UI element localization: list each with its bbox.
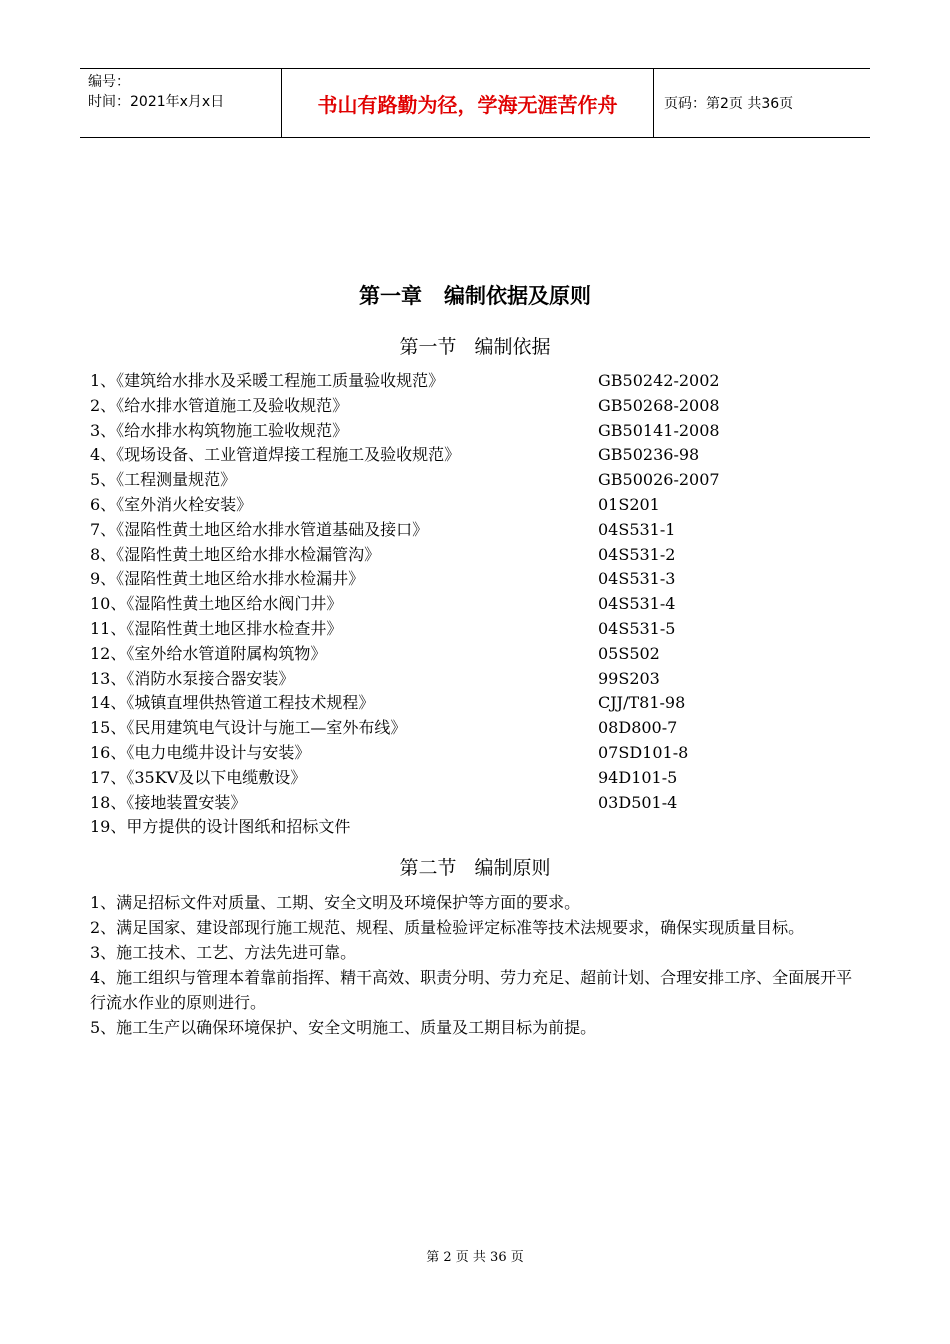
reference-code: 07SD101-8	[598, 742, 689, 762]
principle-item: 1、满足招标文件对质量、工期、安全文明及环境保护等方面的要求。	[90, 893, 581, 912]
reference-title: 10、《湿陷性黄土地区给水阀门井》	[90, 594, 343, 614]
reference-code: 04S531-2	[598, 544, 676, 564]
reference-title: 16、《电力电缆井设计与安装》	[90, 742, 311, 762]
reference-code: 04S531-3	[598, 569, 676, 589]
reference-code: 04S531-1	[598, 519, 676, 539]
reference-title: 11、《湿陷性黄土地区排水检查井》	[90, 618, 343, 638]
reference-code: GB50141-2008	[598, 420, 720, 440]
reference-title: 9、《湿陷性黄土地区给水排水检漏井》	[90, 569, 365, 589]
reference-item	[90, 443, 870, 468]
reference-code: 99S203	[598, 668, 660, 688]
reference-title: 14、《城镇直埋供热管道工程技术规程》	[90, 693, 375, 713]
reference-title: 12、《室外给水管道附属构筑物》	[90, 643, 327, 663]
reference-item	[90, 617, 870, 642]
reference-title: 8、《湿陷性黄土地区给水排水检漏管沟》	[90, 544, 381, 564]
page-header	[80, 68, 870, 138]
document-number-label: 编号：	[88, 74, 130, 90]
reference-code: 04S531-5	[598, 618, 676, 638]
reference-code: 04S531-4	[598, 594, 676, 614]
reference-title: 7、《湿陷性黄土地区给水排水管道基础及接口》	[90, 519, 429, 539]
reference-item	[90, 592, 870, 617]
reference-title: 6、《室外消火栓安装》	[90, 494, 253, 514]
reference-item	[90, 642, 870, 667]
reference-code: 01S201	[598, 494, 660, 514]
document-time-label: 时间：2021年x月x日	[88, 94, 225, 110]
reference-item	[90, 691, 870, 716]
principle-item: 2、满足国家、建设部现行施工规范、规程、质量检验评定标准等技术法规要求，确保实现质量目标。	[90, 918, 805, 937]
principle-item: 4、施工组织与管理本着靠前指挥、精干高效、职责分明、劳力充足、超前计划、合理安排工序、全面展开平行流水作业的原则进行。	[90, 968, 853, 1012]
reference-item	[90, 766, 870, 791]
reference-title: 2、《给水排水管道施工及验收规范》	[90, 395, 349, 415]
reference-code: 05S502	[598, 643, 660, 663]
reference-title: 17、《35KV及以下电缆敷设》	[90, 767, 307, 787]
section-title-principles: 第二节 编制原则	[399, 857, 551, 879]
header-motto: 书山有路勤为径，学海无涯苦作舟	[282, 69, 654, 137]
principle-item: 5、施工生产以确保环境保护、安全文明施工、质量及工期目标为前提。	[90, 1018, 597, 1037]
reference-item	[90, 419, 870, 444]
reference-title: 4、《现场设备、工业管道焊接工程施工及验收规范》	[90, 445, 461, 465]
reference-code: 94D101-5	[598, 767, 678, 787]
reference-title: 13、《消防水泵接合器安装》	[90, 668, 295, 688]
header-page-info: 页码：第2页 共36页	[664, 96, 794, 112]
reference-item	[90, 716, 870, 741]
reference-code: 03D501-4	[598, 792, 678, 812]
reference-item	[90, 543, 870, 568]
reference-title: 3、《给水排水构筑物施工验收规范》	[90, 420, 349, 440]
principle-item: 3、施工技术、工艺、方法先进可靠。	[90, 943, 357, 962]
reference-item	[90, 791, 870, 816]
reference-code: GB50268-2008	[598, 395, 720, 415]
reference-code: GB50026-2007	[598, 470, 720, 490]
reference-item	[90, 518, 870, 543]
reference-item	[90, 741, 870, 766]
reference-title: 5、《工程测量规范》	[90, 470, 237, 490]
principles-list	[90, 890, 865, 1040]
reference-item	[90, 468, 870, 493]
reference-code: GB50242-2002	[598, 371, 720, 390]
reference-title: 15、《民用建筑电气设计与施工—室外布线》	[90, 718, 407, 738]
page-footer: 第 2 页 共 36 页	[426, 1250, 524, 1265]
reference-item	[90, 815, 870, 840]
reference-list	[90, 369, 870, 840]
section-title-basis: 第一节 编制依据	[399, 336, 551, 358]
header-meta	[80, 69, 282, 137]
reference-item	[90, 567, 870, 592]
reference-item	[90, 667, 870, 692]
reference-item	[90, 394, 870, 419]
reference-code: GB50236-98	[598, 445, 700, 465]
reference-title: 19、甲方提供的设计图纸和招标文件	[90, 817, 351, 837]
reference-item	[90, 369, 870, 394]
chapter-title: 第一章 编制依据及原则	[359, 284, 591, 308]
reference-code: 08D800-7	[598, 718, 678, 738]
reference-title: 1、《建筑给水排水及采暖工程施工质量验收规范》	[90, 371, 445, 390]
reference-title: 18、《接地装置安装》	[90, 792, 247, 812]
reference-code: CJJ/T81-98	[598, 693, 686, 713]
reference-item	[90, 493, 870, 518]
